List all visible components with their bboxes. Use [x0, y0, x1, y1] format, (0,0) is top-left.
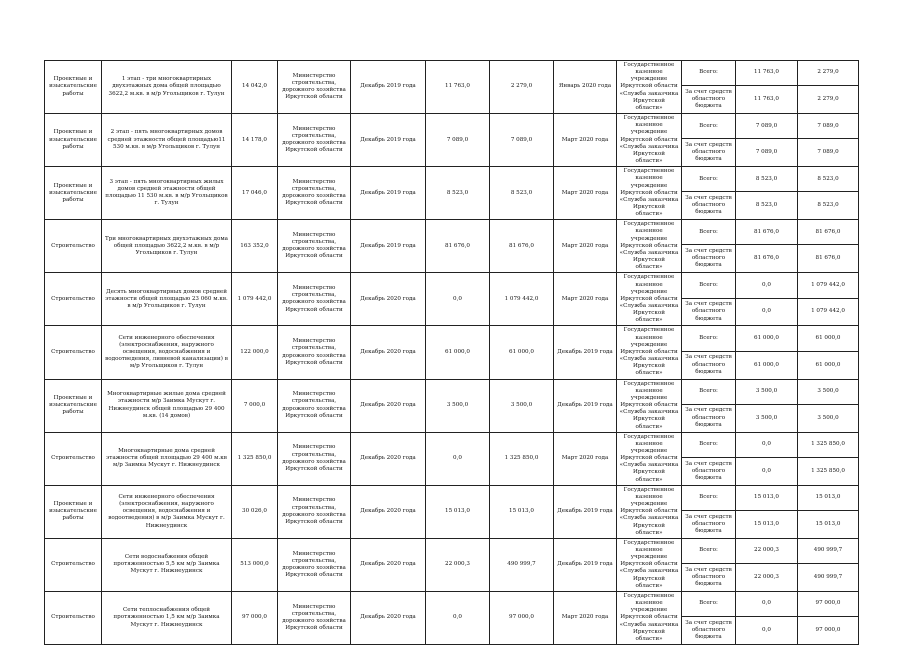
budget-b-cell: 1 079 442,0 — [798, 298, 859, 326]
amount-2019-cell: 81 676,0 — [426, 220, 490, 273]
total-b-cell: 15 013,0 — [798, 485, 859, 510]
budget-b-cell: 2 279,0 — [798, 86, 859, 114]
work-type-cell: Проектные и изыскательские работы — [45, 167, 102, 220]
term-cell: Декабрь 2020 года — [351, 326, 426, 379]
table-row — [45, 273, 859, 298]
budget-label-cell: За счет средств областного бюджета — [682, 457, 736, 485]
total-label-cell: Всего: — [682, 379, 736, 404]
total-label-cell: Всего: — [682, 167, 736, 192]
total-label-cell: Всего: — [682, 326, 736, 351]
total-b-cell: 97 000,0 — [798, 591, 859, 616]
cost-cell: 513 000,0 — [232, 538, 278, 591]
work-type-cell: Строительство — [45, 591, 102, 644]
amount-2020-cell: 81 676,0 — [490, 220, 554, 273]
customer-cell: Государственное казенное учреждение Иркутской области «Служба заказчика Иркутской области» — [617, 485, 682, 538]
amount-2019-cell: 7 089,0 — [426, 114, 490, 167]
object-cell: 3 этап - пять многоквартирных жилых домов средней этажности общей площадью 11 530 м.кв. в м/р Угольщиков г. Тулун — [102, 167, 232, 220]
table-row — [45, 591, 859, 616]
amount-2020-cell: 8 523,0 — [490, 167, 554, 220]
term-cell: Декабрь 2019 года — [351, 167, 426, 220]
work-type-cell: Проектные и изыскательские работы — [45, 485, 102, 538]
budget-b-cell: 7 089,0 — [798, 139, 859, 167]
amount-2020-cell: 2 279,0 — [490, 61, 554, 114]
ministry-cell: Министерство строительства, дорожного хозяйства Иркутской области — [278, 485, 351, 538]
work-type-cell: Строительство — [45, 432, 102, 485]
budget-label-cell: За счет средств областного бюджета — [682, 298, 736, 326]
total-b-cell: 1 079 442,0 — [798, 273, 859, 298]
amount-2019-cell: 11 763,0 — [426, 61, 490, 114]
budget-b-cell: 1 325 850,0 — [798, 457, 859, 485]
work-type-cell: Строительство — [45, 273, 102, 326]
deadline-cell: Декабрь 2019 года — [554, 485, 617, 538]
amount-2020-cell: 1 079 442,0 — [490, 273, 554, 326]
investment-table — [44, 60, 859, 645]
total-b-cell: 81 676,0 — [798, 220, 859, 245]
customer-cell: Государственное казенное учреждение Иркутской области «Служба заказчика Иркутской области» — [617, 61, 682, 114]
object-cell: Сети инженерного обеспечения (электроснабжения, наружного освещения, водоснабжения и водоотведения) в м/р Заимка Мускут г. Нижнеудинск — [102, 485, 232, 538]
total-a-cell: 0,0 — [736, 591, 798, 616]
deadline-cell: Декабрь 2019 года — [554, 379, 617, 432]
total-b-cell: 1 325 850,0 — [798, 432, 859, 457]
cost-cell: 1 325 850,0 — [232, 432, 278, 485]
cost-cell: 14 042,0 — [232, 61, 278, 114]
total-b-cell: 490 999,7 — [798, 538, 859, 563]
total-b-cell: 3 500,0 — [798, 379, 859, 404]
deadline-cell: Март 2020 года — [554, 273, 617, 326]
budget-b-cell: 97 000,0 — [798, 617, 859, 645]
total-label-cell: Всего: — [682, 273, 736, 298]
budget-b-cell: 61 000,0 — [798, 351, 859, 379]
total-a-cell: 11 763,0 — [736, 61, 798, 86]
total-a-cell: 81 676,0 — [736, 220, 798, 245]
budget-a-cell: 0,0 — [736, 617, 798, 645]
total-a-cell: 22 000,3 — [736, 538, 798, 563]
budget-b-cell: 81 676,0 — [798, 245, 859, 273]
budget-label-cell: За счет средств областного бюджета — [682, 245, 736, 273]
total-a-cell: 0,0 — [736, 432, 798, 457]
amount-2020-cell: 15 013,0 — [490, 485, 554, 538]
ministry-cell: Министерство строительства, дорожного хозяйства Иркутской области — [278, 326, 351, 379]
budget-b-cell: 8 523,0 — [798, 192, 859, 220]
total-label-cell: Всего: — [682, 591, 736, 616]
ministry-cell: Министерство строительства, дорожного хозяйства Иркутской области — [278, 61, 351, 114]
amount-2019-cell: 3 500,0 — [426, 379, 490, 432]
term-cell: Декабрь 2020 года — [351, 538, 426, 591]
budget-label-cell: За счет средств областного бюджета — [682, 617, 736, 645]
object-cell: Десять многоквартирных домов средней этажности общей площадью 23 060 м.кв. в м/р Угольщиков г. Тулун — [102, 273, 232, 326]
amount-2020-cell: 1 325 850,0 — [490, 432, 554, 485]
ministry-cell: Министерство строительства, дорожного хозяйства Иркутской области — [278, 220, 351, 273]
budget-b-cell: 3 500,0 — [798, 404, 859, 432]
customer-cell: Государственное казенное учреждение Иркутской области «Служба заказчика Иркутской области» — [617, 326, 682, 379]
term-cell: Декабрь 2020 года — [351, 273, 426, 326]
budget-label-cell: За счет средств областного бюджета — [682, 563, 736, 591]
deadline-cell: Март 2020 года — [554, 114, 617, 167]
amount-2019-cell: 0,0 — [426, 432, 490, 485]
amount-2019-cell: 0,0 — [426, 591, 490, 644]
amount-2019-cell: 22 000,3 — [426, 538, 490, 591]
object-cell: Три многоквартирных двухэтажных дома общей площадью 3622,2 м.кв. в м/р Угольщиков г. Тулун — [102, 220, 232, 273]
table-row — [45, 167, 859, 192]
total-label-cell: Всего: — [682, 220, 736, 245]
term-cell: Декабрь 2019 года — [351, 61, 426, 114]
amount-2020-cell: 97 000,0 — [490, 591, 554, 644]
customer-cell: Государственное казенное учреждение Иркутской области «Служба заказчика Иркутской области» — [617, 379, 682, 432]
amount-2019-cell: 8 523,0 — [426, 167, 490, 220]
budget-label-cell: За счет средств областного бюджета — [682, 351, 736, 379]
budget-a-cell: 8 523,0 — [736, 192, 798, 220]
customer-cell: Государственное казенное учреждение Иркутской области «Служба заказчика Иркутской области» — [617, 167, 682, 220]
budget-label-cell: За счет средств областного бюджета — [682, 404, 736, 432]
budget-label-cell: За счет средств областного бюджета — [682, 139, 736, 167]
cost-cell: 14 178,0 — [232, 114, 278, 167]
table-row — [45, 326, 859, 351]
customer-cell: Государственное казенное учреждение Иркутской области «Служба заказчика Иркутской области» — [617, 114, 682, 167]
amount-2020-cell: 61 000,0 — [490, 326, 554, 379]
total-a-cell: 0,0 — [736, 273, 798, 298]
work-type-cell: Проектные и изыскательские работы — [45, 61, 102, 114]
cost-cell: 30 026,0 — [232, 485, 278, 538]
total-a-cell: 3 500,0 — [736, 379, 798, 404]
budget-b-cell: 15 013,0 — [798, 510, 859, 538]
budget-a-cell: 15 013,0 — [736, 510, 798, 538]
deadline-cell: Январь 2020 года — [554, 61, 617, 114]
amount-2020-cell: 490 999,7 — [490, 538, 554, 591]
work-type-cell: Строительство — [45, 326, 102, 379]
work-type-cell: Строительство — [45, 538, 102, 591]
deadline-cell: Декабрь 2019 года — [554, 326, 617, 379]
ministry-cell: Министерство строительства, дорожного хозяйства Иркутской области — [278, 432, 351, 485]
total-label-cell: Всего: — [682, 538, 736, 563]
budget-a-cell: 22 000,3 — [736, 563, 798, 591]
object-cell: Многоквартирные жилые дома средней этажности м/р Заимка Мускут г. Нижнеудинск общей площадью 29 400 м.кв. (14 домов) — [102, 379, 232, 432]
amount-2019-cell: 0,0 — [426, 273, 490, 326]
customer-cell: Государственное казенное учреждение Иркутской области «Служба заказчика Иркутской области» — [617, 432, 682, 485]
amount-2019-cell: 15 013,0 — [426, 485, 490, 538]
document-sheet — [44, 60, 858, 645]
deadline-cell: Март 2020 года — [554, 591, 617, 644]
deadline-cell: Март 2020 года — [554, 220, 617, 273]
budget-a-cell: 7 089,0 — [736, 139, 798, 167]
total-b-cell: 7 089,0 — [798, 114, 859, 139]
budget-a-cell: 61 000,0 — [736, 351, 798, 379]
customer-cell: Государственное казенное учреждение Иркутской области «Служба заказчика Иркутской области» — [617, 273, 682, 326]
total-a-cell: 15 013,0 — [736, 485, 798, 510]
ministry-cell: Министерство строительства, дорожного хозяйства Иркутской области — [278, 167, 351, 220]
deadline-cell: Март 2020 года — [554, 432, 617, 485]
cost-cell: 1 079 442,0 — [232, 273, 278, 326]
deadline-cell: Март 2020 года — [554, 167, 617, 220]
customer-cell: Государственное казенное учреждение Иркутской области «Служба заказчика Иркутской области» — [617, 220, 682, 273]
object-cell: Многоквартирные дома средней этажности общей площадью 29 400 м.кв м/р Заимка Мускут г. Нижнеудинск — [102, 432, 232, 485]
table-row — [45, 114, 859, 139]
work-type-cell: Проектные и изыскательские работы — [45, 114, 102, 167]
term-cell: Декабрь 2019 года — [351, 220, 426, 273]
cost-cell: 163 352,0 — [232, 220, 278, 273]
total-b-cell: 61 000,0 — [798, 326, 859, 351]
total-label-cell: Всего: — [682, 114, 736, 139]
cost-cell: 97 000,0 — [232, 591, 278, 644]
term-cell: Декабрь 2020 года — [351, 485, 426, 538]
table-row — [45, 538, 859, 563]
table-row — [45, 379, 859, 404]
ministry-cell: Министерство строительства, дорожного хозяйства Иркутской области — [278, 538, 351, 591]
amount-2020-cell: 3 500,0 — [490, 379, 554, 432]
total-a-cell: 7 089,0 — [736, 114, 798, 139]
table-row — [45, 220, 859, 245]
ministry-cell: Министерство строительства, дорожного хозяйства Иркутской области — [278, 379, 351, 432]
budget-label-cell: За счет средств областного бюджета — [682, 192, 736, 220]
object-cell: Сети теплоснабжения общей протяженностью 1,5 км м/р Заимка Мускут г. Нижнеудинск — [102, 591, 232, 644]
cost-cell: 7 000,0 — [232, 379, 278, 432]
budget-label-cell: За счет средств областного бюджета — [682, 86, 736, 114]
ministry-cell: Министерство строительства, дорожного хозяйства Иркутской области — [278, 114, 351, 167]
total-label-cell: Всего: — [682, 432, 736, 457]
amount-2020-cell: 7 089,0 — [490, 114, 554, 167]
budget-b-cell: 490 999,7 — [798, 563, 859, 591]
total-b-cell: 2 279,0 — [798, 61, 859, 86]
budget-a-cell: 0,0 — [736, 298, 798, 326]
customer-cell: Государственное казенное учреждение Иркутской области «Служба заказчика Иркутской области» — [617, 591, 682, 644]
ministry-cell: Министерство строительства, дорожного хозяйства Иркутской области — [278, 273, 351, 326]
object-cell: 1 этап - три многоквартирных двухэтажных дома общей площадью 3622,2 м.кв. в м/р Угольщиков г. Тулун — [102, 61, 232, 114]
object-cell: Сети инженерного обеспечения (электроснабжения, наружного освещения, водоснабжения и водоотведения, ливневой канализации) в м/р Угольщиков г. Тулун — [102, 326, 232, 379]
budget-label-cell: За счет средств областного бюджета — [682, 510, 736, 538]
deadline-cell: Декабрь 2019 года — [554, 538, 617, 591]
ministry-cell: Министерство строительства, дорожного хозяйства Иркутской области — [278, 591, 351, 644]
cost-cell: 122 000,0 — [232, 326, 278, 379]
budget-a-cell: 3 500,0 — [736, 404, 798, 432]
work-type-cell: Проектные и изыскательские работы — [45, 379, 102, 432]
work-type-cell: Строительство — [45, 220, 102, 273]
term-cell: Декабрь 2020 года — [351, 432, 426, 485]
term-cell: Декабрь 2019 года — [351, 114, 426, 167]
total-b-cell: 8 523,0 — [798, 167, 859, 192]
term-cell: Декабрь 2020 года — [351, 591, 426, 644]
table-row — [45, 432, 859, 457]
total-a-cell: 61 000,0 — [736, 326, 798, 351]
table-row — [45, 61, 859, 86]
table-row — [45, 485, 859, 510]
budget-a-cell: 11 763,0 — [736, 86, 798, 114]
table-body — [45, 61, 859, 645]
object-cell: 2 этап - пять многоквартирных домов средней этажности общей площадью11 530 м.кв. в м/р Угольщиков г. Тулун — [102, 114, 232, 167]
budget-a-cell: 81 676,0 — [736, 245, 798, 273]
budget-a-cell: 0,0 — [736, 457, 798, 485]
total-label-cell: Всего: — [682, 485, 736, 510]
amount-2019-cell: 61 000,0 — [426, 326, 490, 379]
term-cell: Декабрь 2020 года — [351, 379, 426, 432]
total-a-cell: 8 523,0 — [736, 167, 798, 192]
cost-cell: 17 046,0 — [232, 167, 278, 220]
customer-cell: Государственное казенное учреждение Иркутской области «Служба заказчика Иркутской области» — [617, 538, 682, 591]
total-label-cell: Всего: — [682, 61, 736, 86]
object-cell: Сети водоснабжения общей протяженностью 5,5 км м/р Заимка Мускут г. Нижнеудинск — [102, 538, 232, 591]
